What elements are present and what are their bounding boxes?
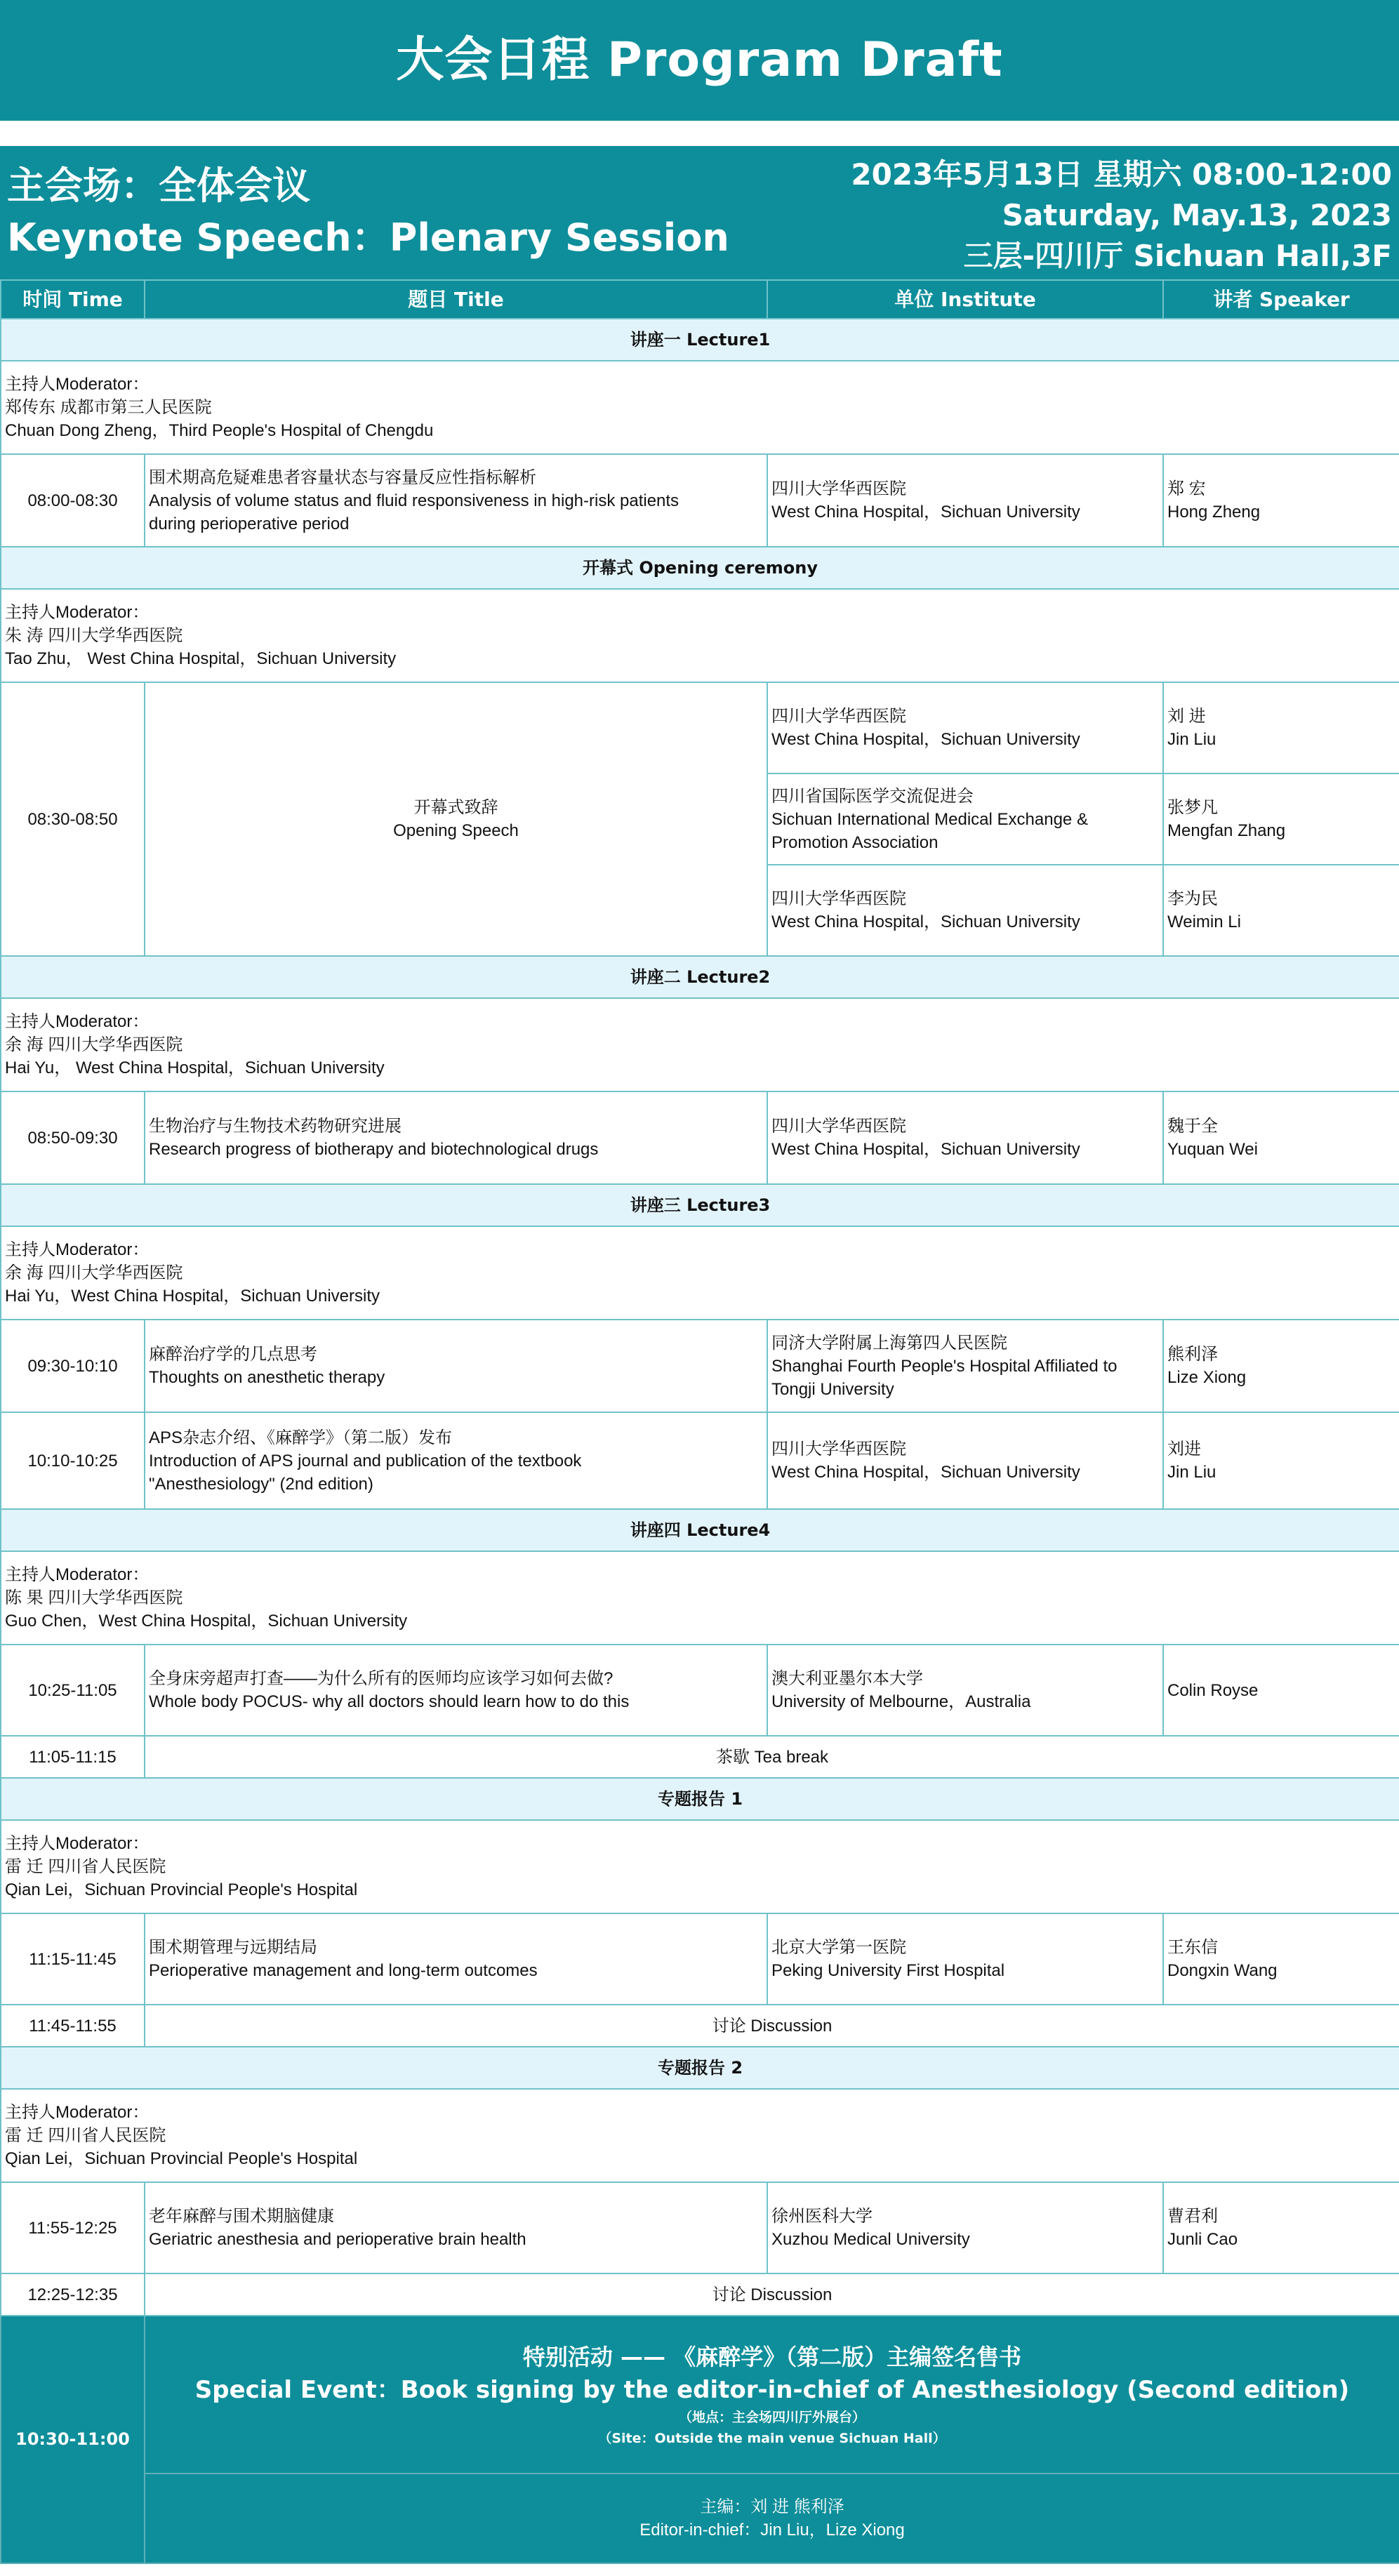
session-datetime xyxy=(851,154,1392,277)
institute-line: Tongji University xyxy=(771,1379,894,1399)
special-event-row xyxy=(1,2316,1399,2474)
speaker-cell xyxy=(1163,682,1399,774)
table-header-row xyxy=(1,280,1399,319)
title-line: during perioperative period xyxy=(149,514,350,533)
moderator-cell xyxy=(1,1551,1399,1645)
time-cell: 08:30-08:50 xyxy=(1,682,145,956)
moderator-line: 主持人Moderator： xyxy=(5,1565,150,1584)
moderator-cell xyxy=(1,1226,1399,1320)
editor-en: Editor-in-chief：Jin Liu，Lize Xiong xyxy=(639,2521,905,2540)
moderator-line: 余 海 四川大学华西医院 xyxy=(5,1035,183,1054)
break-row xyxy=(1,1736,1399,1778)
title-line: Whole body POCUS- why all doctors should learn how to do this xyxy=(149,1692,630,1711)
special-event-title-cn: 特别活动 —— 《麻醉学》（第二版）主编签名售书 xyxy=(522,2343,1022,2370)
section-label: 开幕式 Opening ceremony xyxy=(1,547,1399,589)
schedule-table xyxy=(0,279,1399,2564)
speaker-line: 王东信 xyxy=(1167,1938,1218,1957)
section-row xyxy=(1,547,1399,589)
speaker-line: 张梦凡 xyxy=(1167,798,1218,817)
title-line: Perioperative management and long-term outcomes xyxy=(149,1961,538,1980)
institute-cell xyxy=(767,1913,1163,2005)
moderator-cell xyxy=(1,998,1399,1091)
institute-line: 同济大学附属上海第四人民医院 xyxy=(771,1333,1007,1353)
institute-line: Xuzhou Medical University xyxy=(771,2230,970,2249)
break-label: 茶歇 Tea break xyxy=(145,1736,1399,1778)
moderator-line: 主持人Moderator： xyxy=(5,2103,150,2122)
break-row xyxy=(1,2005,1399,2047)
institute-line: 北京大学第一医院 xyxy=(771,1938,906,1957)
time-cell: 10:10-10:25 xyxy=(1,1412,145,1509)
special-event-site-cn: （地点：主会场四川厅外展台） xyxy=(678,2409,866,2425)
section-row xyxy=(1,1778,1399,1820)
title-line: Research progress of biotherapy and biotechnological drugs xyxy=(149,1140,599,1159)
section-label: 专题报告 1 xyxy=(1,1778,1399,1820)
speaker-line: 魏于全 xyxy=(1167,1117,1218,1136)
institute-line: Promotion Association xyxy=(771,832,939,852)
institute-cell xyxy=(767,1091,1163,1184)
institute-line: 四川大学华西医院 xyxy=(771,1440,906,1459)
institute-line: 四川大学华西医院 xyxy=(771,1117,906,1136)
moderator-cell xyxy=(1,1820,1399,1913)
speaker-line: Weimin Li xyxy=(1167,912,1241,931)
speaker-cell xyxy=(1163,1091,1399,1184)
break-label: 讨论 Discussion xyxy=(145,2273,1399,2316)
speaker-cell xyxy=(1163,2182,1399,2273)
institute-cell xyxy=(767,1645,1163,1736)
table-row xyxy=(1,1320,1399,1412)
session-title-en: Keynote Speech：Plenary Session xyxy=(7,215,729,260)
title-line: 围术期管理与远期结局 xyxy=(149,1938,317,1957)
special-event-site-en: （Site：Outside the main venue Sichuan Hall） xyxy=(598,2430,946,2446)
speaker-line: 熊利泽 xyxy=(1167,1345,1218,1364)
speaker-cell xyxy=(1163,774,1399,865)
time-cell: 10:25-11:05 xyxy=(1,1645,145,1736)
title-cell xyxy=(145,1645,767,1736)
section-row xyxy=(1,1509,1399,1551)
moderator-line: 陈 果 四川大学华西医院 xyxy=(5,1588,183,1607)
moderator-line: 余 海 四川大学华西医院 xyxy=(5,1263,183,1282)
institute-cell xyxy=(767,1412,1163,1509)
moderator-line: Qian Lei，Sichuan Provincial People's Hospital xyxy=(5,2149,358,2168)
banner-gap xyxy=(0,121,1399,146)
column-header-title: 题目 Title xyxy=(145,280,767,319)
session-header xyxy=(0,146,1399,279)
institute-line: University of Melbourne，Australia xyxy=(771,1692,1031,1711)
title-line: Opening Speech xyxy=(393,821,519,840)
institute-line: Sichuan International Medical Exchange & xyxy=(771,809,1088,829)
table-row xyxy=(1,1645,1399,1736)
speaker-cell xyxy=(1163,1645,1399,1736)
institute-line: 四川省国际医学交流促进会 xyxy=(771,786,974,806)
section-label: 讲座二 Lecture2 xyxy=(1,956,1399,998)
table-row xyxy=(1,2182,1399,2273)
institute-line: 徐州医科大学 xyxy=(771,2207,873,2226)
institute-line: 澳大利亚墨尔本大学 xyxy=(771,1669,923,1688)
institute-line: Shanghai Fourth People's Hospital Affiliated to xyxy=(771,1356,1118,1376)
title-line: 老年麻醉与围术期脑健康 xyxy=(149,2207,334,2226)
section-label: 专题报告 2 xyxy=(1,2047,1399,2089)
moderator-line: 主持人Moderator： xyxy=(5,1012,150,1031)
moderator-row xyxy=(1,1226,1399,1320)
moderator-line: 雷 迁 四川省人民医院 xyxy=(5,2126,166,2145)
special-event-editor-row xyxy=(1,2474,1399,2563)
speaker-line: Dongxin Wang xyxy=(1167,1961,1278,1980)
institute-line: 四川大学华西医院 xyxy=(771,889,906,908)
section-label: 讲座四 Lecture4 xyxy=(1,1509,1399,1551)
moderator-line: Tao Zhu， West China Hospital，Sichuan University xyxy=(5,649,397,668)
title-line: Analysis of volume status and fluid responsiveness in high-risk patients xyxy=(149,491,679,510)
moderator-line: 主持人Moderator： xyxy=(5,1240,150,1259)
section-row xyxy=(1,2047,1399,2089)
special-event-info xyxy=(145,2316,1399,2474)
section-row xyxy=(1,319,1399,361)
break-row xyxy=(1,2273,1399,2316)
speaker-cell xyxy=(1163,1913,1399,2005)
time-cell: 09:30-10:10 xyxy=(1,1320,145,1412)
speaker-line: Junli Cao xyxy=(1167,2230,1238,2249)
table-row xyxy=(1,1412,1399,1509)
speaker-line: 刘 进 xyxy=(1167,707,1206,726)
speaker-line: Mengfan Zhang xyxy=(1167,821,1286,840)
moderator-line: 主持人Moderator： xyxy=(5,375,150,394)
speaker-line: Jin Liu xyxy=(1167,730,1216,749)
session-date-en: Saturday, May.13, 2023 xyxy=(1002,198,1392,232)
time-cell: 08:00-08:30 xyxy=(1,454,145,547)
speaker-line: 郑 宏 xyxy=(1167,479,1206,498)
title-cell xyxy=(145,2182,767,2273)
session-title-cn: 主会场：全体会议 xyxy=(7,164,310,208)
title-cell xyxy=(145,682,767,956)
speaker-cell xyxy=(1163,454,1399,547)
institute-line: West China Hospital，Sichuan University xyxy=(771,1463,1080,1482)
moderator-line: 郑传东 成都市第三人民医院 xyxy=(5,398,212,417)
table-row xyxy=(1,454,1399,547)
moderator-line: Qian Lei，Sichuan Provincial People's Hospital xyxy=(5,1880,358,1899)
title-line: 全身床旁超声打查——为什么所有的医师均应该学习如何去做? xyxy=(149,1669,614,1688)
institute-cell xyxy=(767,865,1163,956)
institute-cell xyxy=(767,1320,1163,1412)
speaker-cell xyxy=(1163,1320,1399,1412)
title-cell xyxy=(145,454,767,547)
speaker-line: 曹君利 xyxy=(1167,2207,1218,2226)
session-date-cn: 2023年5月13日 星期六 08:00-12:00 xyxy=(851,157,1392,192)
title-line: Thoughts on anesthetic therapy xyxy=(149,1368,385,1387)
title-cell xyxy=(145,1091,767,1184)
title-cell xyxy=(145,1320,767,1412)
moderator-row xyxy=(1,1551,1399,1645)
time-cell: 12:25-12:35 xyxy=(1,2273,145,2316)
institute-line: 四川大学华西医院 xyxy=(771,707,906,726)
speaker-line: Lize Xiong xyxy=(1167,1368,1247,1387)
table-row xyxy=(1,1091,1399,1184)
speaker-line: Hong Zheng xyxy=(1167,503,1261,522)
title-cell xyxy=(145,1412,767,1509)
time-cell: 11:55-12:25 xyxy=(1,2182,145,2273)
program-banner: 大会日程 Program Draft xyxy=(0,0,1399,121)
session-title xyxy=(7,160,729,264)
title-line: 麻醉治疗学的几点思考 xyxy=(149,1345,317,1364)
section-row xyxy=(1,1184,1399,1226)
section-row xyxy=(1,956,1399,998)
institute-cell xyxy=(767,2182,1163,2273)
moderator-cell xyxy=(1,589,1399,682)
moderator-line: 朱 涛 四川大学华西医院 xyxy=(5,626,183,645)
institute-cell xyxy=(767,774,1163,865)
time-cell: 11:15-11:45 xyxy=(1,1913,145,2005)
title-line: Geriatric anesthesia and perioperative brain health xyxy=(149,2230,526,2249)
break-label: 讨论 Discussion xyxy=(145,2005,1399,2047)
moderator-line: Hai Yu， West China Hospital，Sichuan University xyxy=(5,1058,385,1077)
speaker-line: 刘进 xyxy=(1167,1440,1201,1459)
column-header-speaker: 讲者 Speaker xyxy=(1163,280,1399,319)
column-header-institute: 单位 Institute xyxy=(767,280,1163,319)
speaker-line: Yuquan Wei xyxy=(1167,1140,1258,1159)
speaker-line: Jin Liu xyxy=(1167,1463,1216,1482)
moderator-line: 主持人Moderator： xyxy=(5,603,150,622)
moderator-line: 雷 迁 四川省人民医院 xyxy=(5,1857,166,1876)
title-cell xyxy=(145,1913,767,2005)
institute-line: West China Hospital，Sichuan University xyxy=(771,503,1080,522)
table-row xyxy=(1,682,1399,774)
title-line: 开幕式致辞 xyxy=(413,798,498,817)
speaker-cell xyxy=(1163,1412,1399,1509)
institute-line: West China Hospital，Sichuan University xyxy=(771,730,1080,749)
moderator-row xyxy=(1,589,1399,682)
institute-line: West China Hospital，Sichuan University xyxy=(771,912,1080,931)
moderator-line: Guo Chen，West China Hospital，Sichuan University xyxy=(5,1612,408,1631)
moderator-cell xyxy=(1,2089,1399,2182)
moderator-row xyxy=(1,2089,1399,2182)
table-row xyxy=(1,1913,1399,2005)
institute-cell xyxy=(767,454,1163,547)
title-line: Introduction of APS journal and publication of the textbook xyxy=(149,1451,582,1470)
institute-line: 四川大学华西医院 xyxy=(771,479,906,498)
editor-cn: 主编：刘 进 熊利泽 xyxy=(700,2497,844,2516)
speaker-cell xyxy=(1163,865,1399,956)
moderator-row xyxy=(1,998,1399,1091)
special-event-time: 10:30-11:00 xyxy=(1,2316,145,2563)
time-cell: 08:50-09:30 xyxy=(1,1091,145,1184)
institute-cell xyxy=(767,682,1163,774)
special-event-title-en: Special Event：Book signing by the editor-in-chief of Anesthesiology (Second edition) xyxy=(194,2375,1350,2404)
time-cell: 11:45-11:55 xyxy=(1,2005,145,2047)
column-header-time: 时间 Time xyxy=(1,280,145,319)
section-label: 讲座三 Lecture3 xyxy=(1,1184,1399,1226)
session-venue: 三层-四川厅 Sichuan Hall,3F xyxy=(963,239,1392,273)
editor-in-chief xyxy=(145,2474,1399,2563)
title-line: APS杂志介绍、《麻醉学》（第二版）发布 xyxy=(149,1428,453,1447)
speaker-line: 李为民 xyxy=(1167,889,1218,908)
title-line: 生物治疗与生物技术药物研究进展 xyxy=(149,1117,402,1136)
moderator-row xyxy=(1,361,1399,454)
institute-line: Peking University First Hospital xyxy=(771,1961,1005,1980)
title-line: 围术期高危疑难患者容量状态与容量反应性指标解析 xyxy=(149,467,536,487)
moderator-cell xyxy=(1,361,1399,454)
time-cell: 11:05-11:15 xyxy=(1,1736,145,1778)
moderator-line: Chuan Dong Zheng，Third People's Hospital of Chengdu xyxy=(5,421,434,440)
moderator-line: 主持人Moderator： xyxy=(5,1834,150,1853)
institute-line: West China Hospital，Sichuan University xyxy=(771,1140,1080,1159)
section-label: 讲座一 Lecture1 xyxy=(1,319,1399,361)
title-line: "Anesthesiology" (2nd edition) xyxy=(149,1474,373,1494)
speaker-line: Colin Royse xyxy=(1167,1680,1259,1700)
moderator-row xyxy=(1,1820,1399,1913)
moderator-line: Hai Yu，West China Hospital，Sichuan University xyxy=(5,1287,380,1306)
